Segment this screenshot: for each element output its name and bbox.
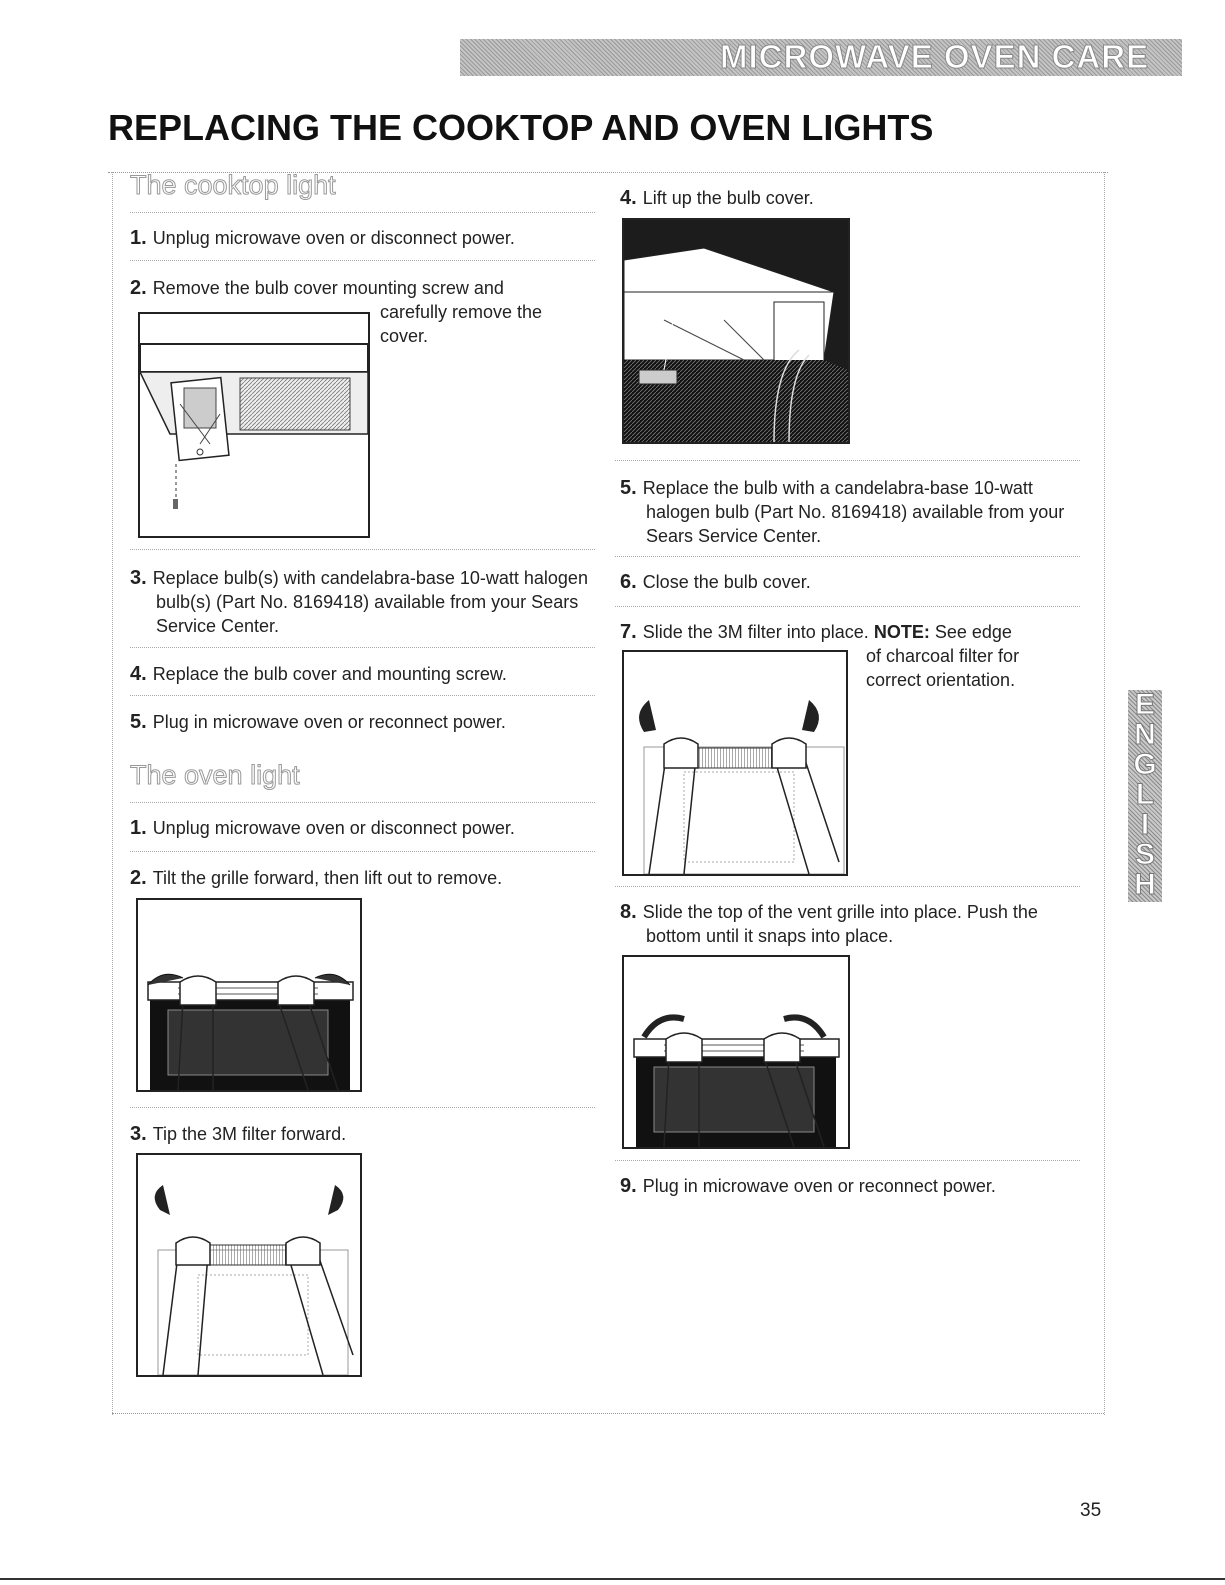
frame-right-border [1104,172,1105,1415]
divider [615,606,1080,607]
frame-left-border [112,172,113,1415]
divider [615,172,1080,173]
bulb-cover-figure [622,218,850,444]
right-step-5: 5. Replace the bulb with a candelabra-base 10-watt halogen bulb (Part No. 8169418) available from your Sears Service Center. [620,477,1065,546]
right-step-6: 6. Close the bulb cover. [620,571,811,593]
frame-bottom-border [112,1413,1104,1414]
section-header-title: MICROWAVE OVEN CARE [720,38,1150,75]
language-tab-letter: H [1134,868,1156,901]
right-step-7: 7. Slide the 3M filter into place. NOTE: See edge [620,621,1012,643]
right-step-7-continued: of charcoal filter for correct orientation. [866,646,1020,690]
oven-step-1: 1. Unplug microwave oven or disconnect power. [130,817,515,839]
cooktop-light-figure [138,312,370,538]
oven-step-2: 2. Tilt the grille forward, then lift out to remove. [130,867,503,889]
divider [615,886,1080,887]
divider [130,851,595,852]
filter-tip-illustration [138,1155,360,1375]
oven-step-3: 3. Tip the 3M filter forward. [130,1123,347,1145]
slide-filter-figure [622,650,848,876]
language-tab-letter: S [1134,838,1155,871]
bulb-cover-label: Bulb cover [634,298,712,315]
page-bottom-edge [0,1578,1225,1580]
cooktop-step-5: 5. Plug in microwave oven or reconnect power. [130,711,506,733]
hood-underside-illustration [140,314,368,536]
divider [130,695,595,696]
cooktop-heading: The cooktop light [130,170,336,200]
language-tab-label: E N G L I S H [1133,688,1157,901]
right-step-9: 9. Plug in microwave oven or reconnect power. [620,1175,996,1197]
divider [130,647,595,648]
divider [615,1160,1080,1161]
right-step-4: 4. Lift up the bulb cover. [620,187,814,209]
cooktop-step-2: 2. Remove the bulb cover mounting screw and [130,277,504,299]
divider [615,556,1080,557]
cooktop-step-3: 3. Replace bulb(s) with candelabra-base 10-watt halogen bulb(s) (Part No. 8169418) available from your Sears Service Center. [130,567,588,636]
divider [130,260,595,261]
cooktop-step-1: 1. Unplug microwave oven or disconnect power. [130,227,515,249]
note-label: NOTE: [873,622,930,642]
divider [130,1107,595,1108]
page-number: 35 [1080,1500,1102,1521]
filter-slide-illustration [624,652,846,874]
grille-removal-illustration [138,900,360,1090]
tilt-grille-figure [136,898,362,1092]
grille-install-illustration [624,957,848,1147]
divider [615,460,1080,461]
right-step-8: 8. Slide the top of the vent grille into place. Push the bottom until it snaps into place. [620,901,1038,946]
cooktop-step-2-continued: carefully remove the cover. [380,302,543,346]
divider [130,802,595,803]
tip-filter-figure [136,1153,362,1377]
oven-heading: The oven light [130,760,300,790]
divider [130,549,595,550]
page-title: REPLACING THE COOKTOP AND OVEN LIGHTS [108,107,934,148]
bulb-cover-illustration [624,220,848,442]
cooktop-step-4: 4. Replace the bulb cover and mounting screw. [130,663,507,685]
slide-grille-figure [622,955,850,1149]
divider [130,212,595,213]
